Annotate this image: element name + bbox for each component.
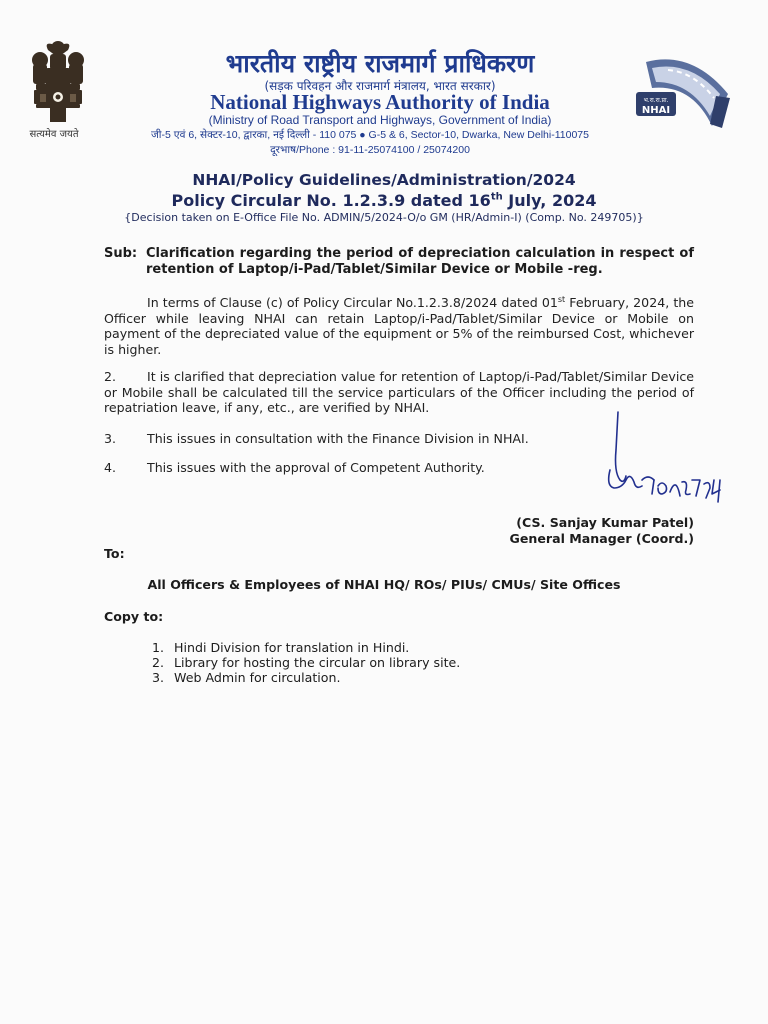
signatory-name: (CS. Sanjay Kumar Patel) (516, 515, 694, 530)
list-item (152, 655, 460, 670)
list-item-text: Hindi Division for translation in Hindi. (174, 640, 410, 655)
circular-date-suffix: th (490, 191, 503, 203)
paragraph-1-date-suffix: st (557, 295, 566, 304)
ministry-hindi: (सड़क परिवहन और राजमार्ग मंत्रालय, भारत सरकार) (264, 79, 496, 93)
office-address: जी-5 एवं 6, सेक्टर-10, द्वारका, नई दिल्ली - 110 075 ● G-5 & 6, Sector-10, Dwarka, New Delhi-110075 (151, 129, 589, 141)
recipients: All Officers & Employees of NHAI HQ/ ROs/ PIUs/ CMUs/ Site Offices (147, 577, 621, 592)
copy-to-list (152, 640, 460, 685)
reference-number: NHAI/Policy Guidelines/Administration/2024 (192, 171, 576, 189)
ministry-english: (Ministry of Road Transport and Highways, Government of India) (208, 113, 552, 127)
handwritten-date: 16/07/24 (596, 410, 601, 411)
paragraph-4-text: This issues with the approval of Competent Authority. (147, 460, 485, 475)
paragraph-1-part-b: February, 2024, the Officer while leaving NHAI can retain Laptop/i-Pad/Tablet/Similar Device or Mobile on payment of the depreciated value of the equipment or 5% of the reimbursed Cost, whichever is higher. (104, 295, 694, 357)
circular-number: Policy Circular No. 1.2.3.9 dated 16 (171, 191, 491, 210)
list-item-text: Web Admin for circulation. (174, 670, 341, 685)
copy-to-label: Copy to: (104, 609, 164, 624)
subject-text: Clarification regarding the period of depreciation calculation in respect of retention of Laptop/i-Pad/Tablet/Similar Device or Mobile -reg. (146, 246, 694, 277)
paragraph-1 (104, 292, 694, 357)
handwritten-signature (596, 410, 736, 510)
paragraph-3-number: 3. (104, 431, 117, 446)
subject-label: Sub: (104, 246, 138, 261)
paragraph-2 (104, 369, 694, 416)
circular-date: July, 2024 (502, 191, 597, 210)
paragraph-4-number: 4. (104, 460, 117, 475)
office-phone: दूरभाष/Phone : 91-11-25074100 / 25074200 (270, 144, 470, 156)
decision-reference: {Decision taken on E-Office File No. ADMIN/5/2024-O/o GM (HR/Admin-I) (Comp. No. 249705)} (124, 211, 644, 224)
paragraph-1-part-a: In terms of Clause (c) of Policy Circular No.1.2.3.8/2024 dated 01 (147, 295, 558, 311)
list-item-number: 2. (152, 655, 165, 670)
list-item-number: 3. (152, 670, 165, 685)
list-item-number: 1. (152, 640, 165, 655)
nhai-logo-icon (632, 54, 732, 130)
to-label: To: (104, 546, 125, 561)
paragraph-3-text: This issues in consultation with the Finance Division in NHAI. (147, 431, 529, 446)
logo-hindi-text: भ.रा.रा.प्रा. (643, 97, 669, 104)
list-item (152, 670, 460, 685)
list-item (152, 640, 460, 655)
paragraph-2-number: 2. (104, 369, 117, 384)
paragraph-2-text: It is clarified that depreciation value for retention of Laptop/i-Pad/Tablet/Similar Device or Mobile shall be calculated till the service particulars of the Officer including the period of repatriation leave, if any, etc., are verified by NHAI. (104, 369, 694, 415)
org-name-hindi: भारतीय राष्ट्रीय राजमार्ग प्राधिकरण (225, 49, 535, 78)
list-item-text: Library for hosting the circular on library site. (174, 655, 461, 670)
signatory-designation: General Manager (Coord.) (509, 531, 694, 546)
emblem-motto: सत्यमेव जयते (29, 129, 79, 140)
circular-title (0, 191, 768, 210)
org-name-english: National Highways Authority of India (210, 90, 550, 114)
logo-text: NHAI (641, 105, 671, 116)
